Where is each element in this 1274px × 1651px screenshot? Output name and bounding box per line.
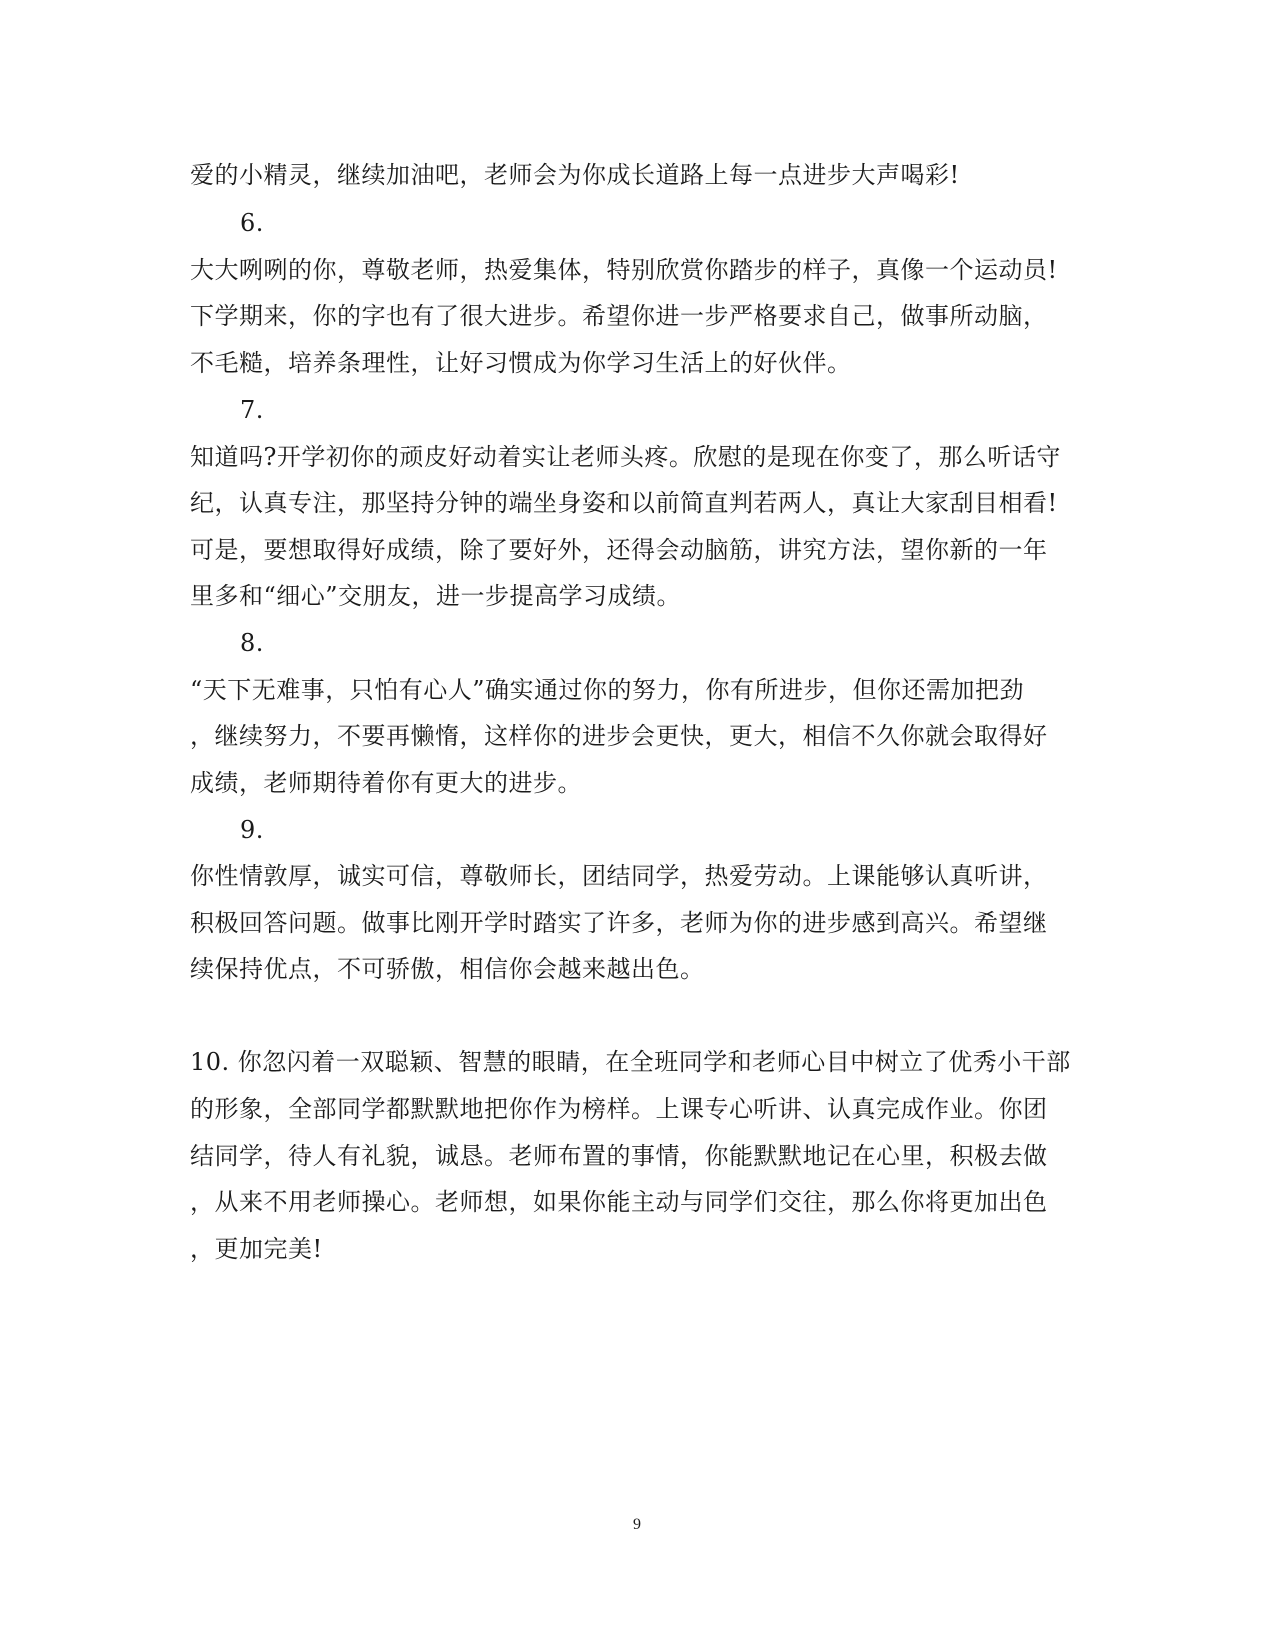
text-line: 纪，认真专注，那坚持分钟的端坐身姿和以前简直判若两人，真让大家刮目相看!: [190, 489, 1058, 517]
text-line: ，更加完美!: [190, 1235, 323, 1263]
text-line: 知道吗?开学初你的顽皮好动着实让老师头疼。欣慰的是现在你变了，那么听话守: [190, 443, 1061, 471]
text-line: “天下无难事，只怕有心人”确实通过你的努力，你有所进步，但你还需加把劲: [190, 676, 1025, 704]
text-line: 可是，要想取得好成绩，除了要好外，还得会动脑筋，讲究方法，望你新的一年: [190, 536, 1048, 564]
text-line: 结同学，待人有礼貌，诚恳。老师布置的事情，你能默默地记在心里，积极去做: [190, 1142, 1048, 1170]
text-line: 里多和“细心”交朋友，进一步提高学习成绩。: [190, 582, 682, 610]
text-line: 积极回答问题。做事比刚开学时踏实了许多，老师为你的进步感到高兴。希望继: [190, 909, 1048, 937]
text-line: 成绩，老师期待着你有更大的进步。: [190, 769, 582, 797]
text-line: 续保持优点，不可骄傲，相信你会越来越出色。: [190, 955, 705, 983]
page-number: 9: [633, 1516, 641, 1533]
item-number: 7.: [240, 396, 264, 424]
item-number: 8.: [240, 629, 264, 657]
text-line: 不毛糙，培养条理性，让好习惯成为你学习生活上的好伙伴。: [190, 349, 852, 377]
text-line: 爱的小精灵，继续加油吧，老师会为你成长道路上每一点进步大声喝彩!: [190, 161, 960, 189]
text-line: 的形象，全部同学都默默地把你作为榜样。上课专心听讲、认真完成作业。你团: [190, 1095, 1048, 1123]
item-number: 9.: [240, 816, 264, 844]
text-line: 大大咧咧的你，尊敬老师，热爱集体，特别欣赏你踏步的样子，真像一个运动员!: [190, 256, 1058, 284]
text-line: ，从来不用老师操心。老师想，如果你能主动与同学们交往，那么你将更加出色: [190, 1188, 1048, 1216]
text-line: 10. 你忽闪着一双聪颖、智慧的眼睛，在全班同学和老师心目中树立了优秀小干部: [190, 1048, 1071, 1076]
text-line: 你性情敦厚，诚实可信，尊敬师长，团结同学，热爱劳动。上课能够认真听讲，: [190, 862, 1048, 890]
text-line: ，继续努力，不要再懒惰，这样你的进步会更快，更大，相信不久你就会取得好: [190, 722, 1048, 750]
item-number: 6.: [240, 209, 264, 237]
text-line: 下学期来，你的字也有了很大进步。希望你进一步严格要求自己，做事所动脑，: [190, 302, 1048, 330]
